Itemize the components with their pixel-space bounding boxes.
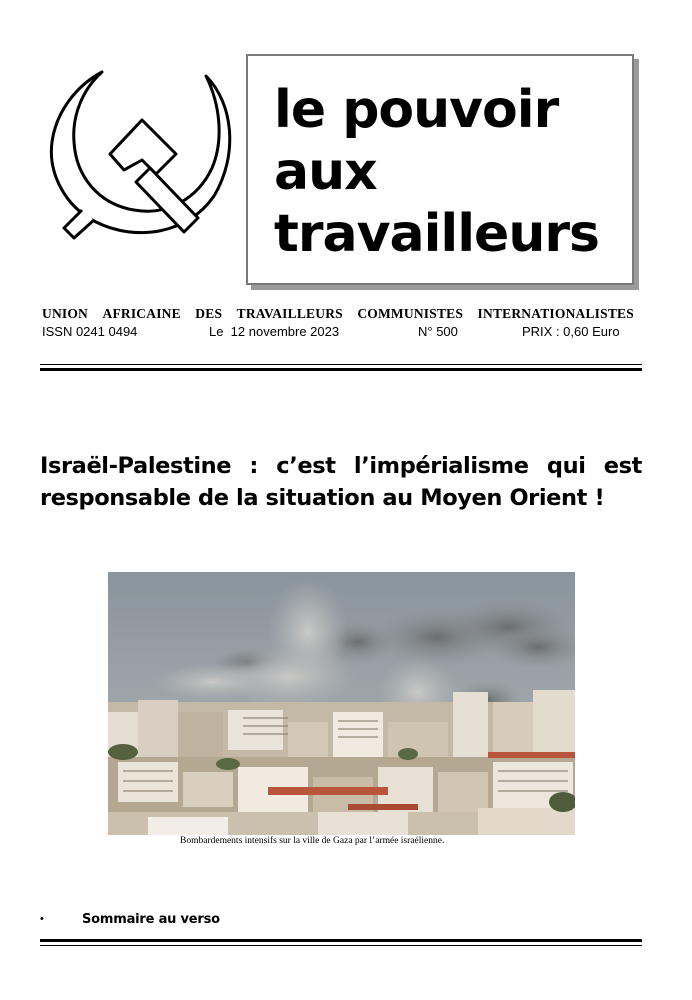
article-headline	[40, 450, 642, 514]
org-word: DES	[195, 306, 223, 321]
issue-number: N° 500	[418, 324, 458, 339]
org-word: AFRICAINE	[102, 306, 181, 321]
masthead-title-line-3: travailleurs	[274, 204, 599, 264]
divider	[40, 945, 642, 946]
divider	[40, 368, 642, 371]
issue-date: Le 12 novembre 2023	[209, 324, 340, 339]
divider	[40, 364, 642, 365]
issue-price: PRIX : 0,60 Euro	[522, 324, 620, 339]
org-word: INTERNATIONALISTES	[477, 306, 634, 321]
organization-name	[42, 306, 634, 322]
masthead-title-box	[246, 54, 634, 285]
issn: ISSN 0241 0494	[42, 324, 138, 339]
divider	[40, 939, 642, 942]
hammer-and-sickle-icon	[38, 58, 238, 248]
org-word: TRAVAILLEURS	[236, 306, 343, 321]
headline-line-2: responsable de la situation au Moyen Orient !	[40, 485, 605, 511]
masthead-title-line-1: le pouvoir	[274, 80, 559, 140]
article-photo	[108, 572, 575, 835]
headline-line-1: Israël-Palestine : c’est l’impérialisme qui est	[40, 453, 642, 479]
bullet-point: •	[40, 913, 44, 925]
summary-link: Sommaire au verso	[82, 912, 220, 927]
org-word: COMMUNISTES	[357, 306, 464, 321]
photo-caption: Bombardements intensifs sur la ville de Gaza par l’armée israélienne.	[180, 836, 445, 846]
org-word: UNION	[42, 306, 89, 321]
masthead-title-line-2: aux	[274, 142, 377, 202]
